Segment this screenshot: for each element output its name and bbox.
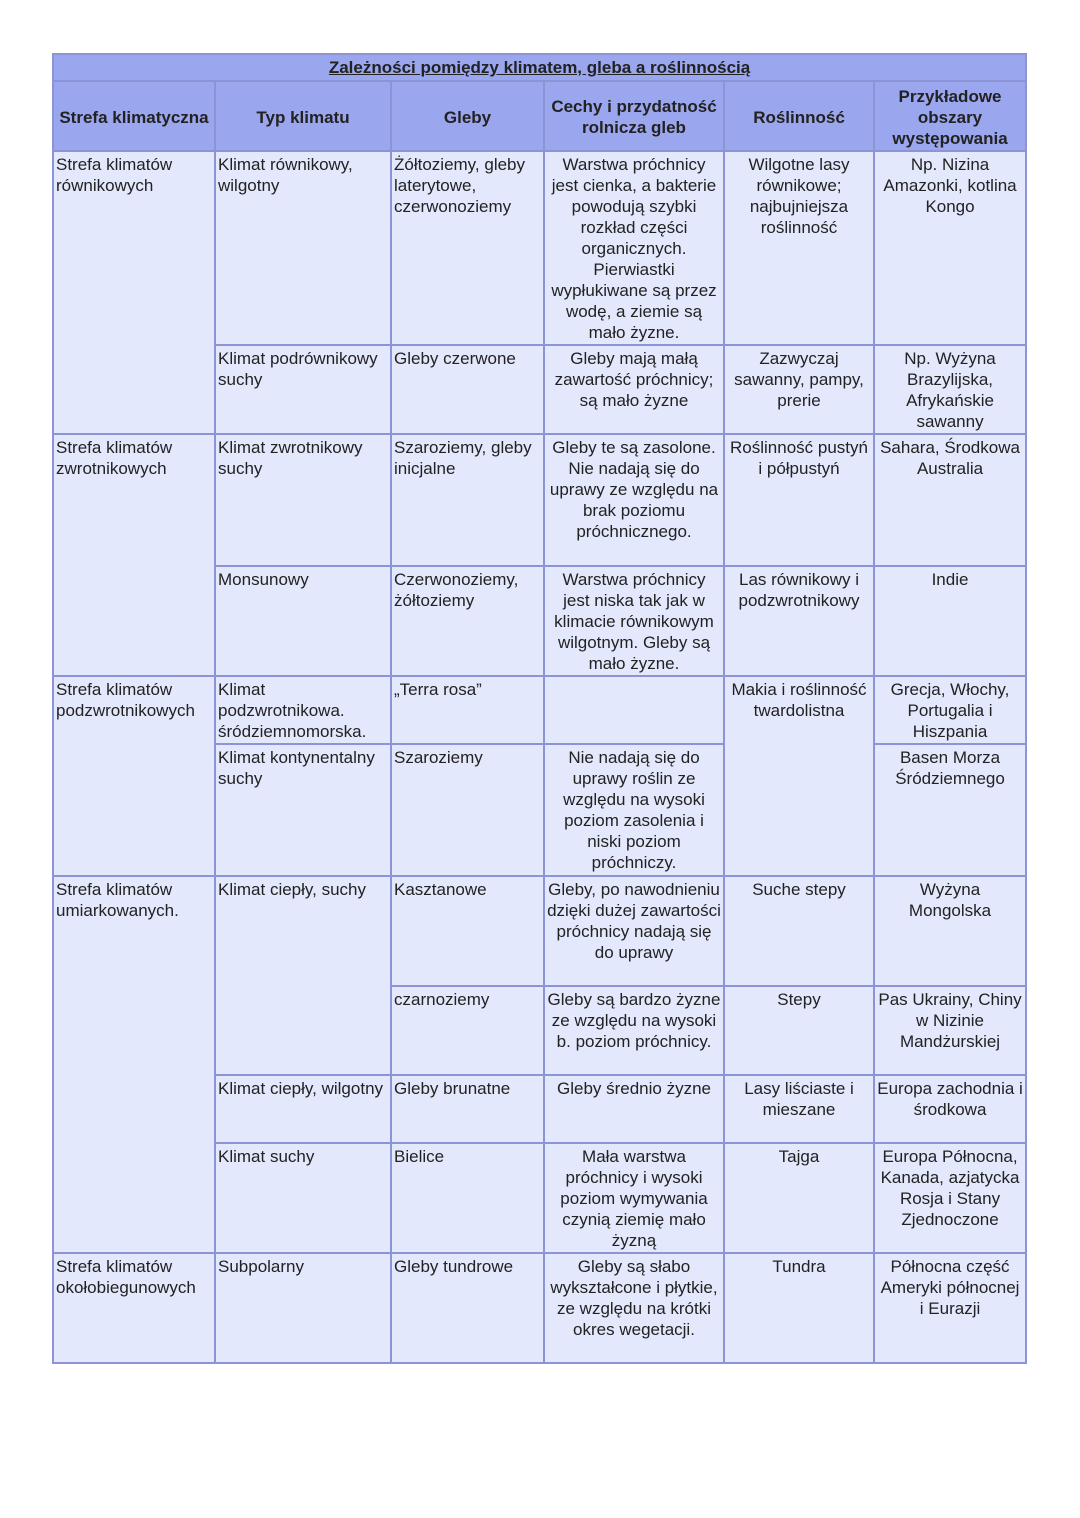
features-cell: Gleby mają małą zawartość próchnicy; są mało żyzne xyxy=(544,345,724,434)
climate-cell: Subpolarny xyxy=(215,1253,391,1363)
climate-cell: Klimat ciepły, wilgotny xyxy=(215,1075,391,1143)
areas-cell: Np. Nizina Amazonki, kotlina Kongo xyxy=(874,151,1026,345)
areas-cell: Grecja, Włochy, Portugalia i Hiszpania xyxy=(874,676,1026,744)
soils-cell: „Terra rosa” xyxy=(391,676,544,744)
soils-cell: Szaroziemy xyxy=(391,744,544,876)
areas-cell: Basen Morza Śródziemnego xyxy=(874,744,1026,876)
header-vegetation: Roślinność xyxy=(724,81,874,151)
zone-cell: Strefa klimatów podzwrotnikowych xyxy=(53,676,215,876)
vegetation-cell: Suche stepy xyxy=(724,876,874,986)
vegetation-cell: Makia i roślinność twardolistna xyxy=(724,676,874,876)
climate-cell: Klimat podzwrotnikowa. śródziemnomorska. xyxy=(215,676,391,744)
header-climate: Typ klimatu xyxy=(215,81,391,151)
features-cell: Warstwa próchnicy jest cienka, a bakterie powodują szybki rozkład części organicznych. Pierwiastki wypłukiwane są przez wodę, a ziemie są mało żyzne. xyxy=(544,151,724,345)
soils-cell: Gleby brunatne xyxy=(391,1075,544,1143)
areas-cell: Europa zachodnia i środkowa xyxy=(874,1075,1026,1143)
areas-cell: Indie xyxy=(874,566,1026,676)
climate-soil-vegetation-table xyxy=(52,53,1027,1364)
vegetation-cell: Roślinność pustyń i półpustyń xyxy=(724,434,874,566)
table-title: Zależności pomiędzy klimatem, gleba a roślinnością xyxy=(53,54,1026,81)
table-row xyxy=(53,151,1026,345)
soils-cell: czarnoziemy xyxy=(391,986,544,1075)
features-cell: Gleby średnio żyzne xyxy=(544,1075,724,1143)
table-row xyxy=(53,434,1026,566)
areas-cell: Pas Ukrainy, Chiny w Nizinie Mandżurskiej xyxy=(874,986,1026,1075)
zone-cell: Strefa klimatów okołobiegunowych xyxy=(53,1253,215,1363)
areas-cell: Np. Wyżyna Brazylijska, Afrykańskie sawanny xyxy=(874,345,1026,434)
vegetation-cell: Wilgotne lasy równikowe; najbujniejsza roślinność xyxy=(724,151,874,345)
table-row xyxy=(53,676,1026,744)
features-cell: Nie nadają się do uprawy roślin ze względu na wysoki poziom zasolenia i niski poziom próchniczy. xyxy=(544,744,724,876)
zone-cell: Strefa klimatów zwrotnikowych xyxy=(53,434,215,676)
areas-cell: Europa Północna, Kanada, azjatycka Rosja i Stany Zjednoczone xyxy=(874,1143,1026,1253)
zone-cell: Strefa klimatów umiarkowanych. xyxy=(53,876,215,1253)
features-cell xyxy=(544,676,724,744)
vegetation-cell: Las równikowy i podzwrotnikowy xyxy=(724,566,874,676)
climate-cell: Klimat ciepły, suchy xyxy=(215,876,391,1075)
vegetation-cell: Stepy xyxy=(724,986,874,1075)
header-areas: Przykładowe obszary występowania xyxy=(874,81,1026,151)
table-row xyxy=(53,1253,1026,1363)
areas-cell: Północna część Ameryki północnej i Eurazji xyxy=(874,1253,1026,1363)
table-row xyxy=(53,876,1026,986)
vegetation-cell: Lasy liściaste i mieszane xyxy=(724,1075,874,1143)
features-cell: Gleby są bardzo żyzne ze względu na wysoki b. poziom próchnicy. xyxy=(544,986,724,1075)
climate-cell: Klimat podrównikowy suchy xyxy=(215,345,391,434)
areas-cell: Sahara, Środkowa Australia xyxy=(874,434,1026,566)
soils-cell: Kasztanowe xyxy=(391,876,544,986)
soils-cell: Żółtoziemy, gleby laterytowe, czerwonoziemy xyxy=(391,151,544,345)
features-cell: Mała warstwa próchnicy i wysoki poziom wymywania czynią ziemię mało żyzną xyxy=(544,1143,724,1253)
features-cell: Warstwa próchnicy jest niska tak jak w klimacie równikowym wilgotnym. Gleby są mało żyzne. xyxy=(544,566,724,676)
header-features: Cechy i przydatność rolnicza gleb xyxy=(544,81,724,151)
features-cell: Gleby te są zasolone. Nie nadają się do uprawy ze względu na brak poziomu próchnicznego. xyxy=(544,434,724,566)
soils-cell: Bielice xyxy=(391,1143,544,1253)
vegetation-cell: Tundra xyxy=(724,1253,874,1363)
climate-cell: Klimat zwrotnikowy suchy xyxy=(215,434,391,566)
vegetation-cell: Zazwyczaj sawanny, pampy, prerie xyxy=(724,345,874,434)
soils-cell: Gleby czerwone xyxy=(391,345,544,434)
climate-cell: Klimat równikowy, wilgotny xyxy=(215,151,391,345)
soils-cell: Szaroziemy, gleby inicjalne xyxy=(391,434,544,566)
vegetation-cell: Tajga xyxy=(724,1143,874,1253)
header-soils: Gleby xyxy=(391,81,544,151)
features-cell: Gleby, po nawodnieniu dzięki dużej zawartości próchnicy nadają się do uprawy xyxy=(544,876,724,986)
climate-cell: Klimat suchy xyxy=(215,1143,391,1253)
soils-cell: Gleby tundrowe xyxy=(391,1253,544,1363)
areas-cell: Wyżyna Mongolska xyxy=(874,876,1026,986)
soils-cell: Czerwonoziemy, żółtoziemy xyxy=(391,566,544,676)
features-cell: Gleby są słabo wykształcone i płytkie, ze względu na krótki okres wegetacji. xyxy=(544,1253,724,1363)
zone-cell: Strefa klimatów równikowych xyxy=(53,151,215,434)
header-zone: Strefa klimatyczna xyxy=(53,81,215,151)
climate-cell: Monsunowy xyxy=(215,566,391,676)
climate-cell: Klimat kontynentalny suchy xyxy=(215,744,391,876)
